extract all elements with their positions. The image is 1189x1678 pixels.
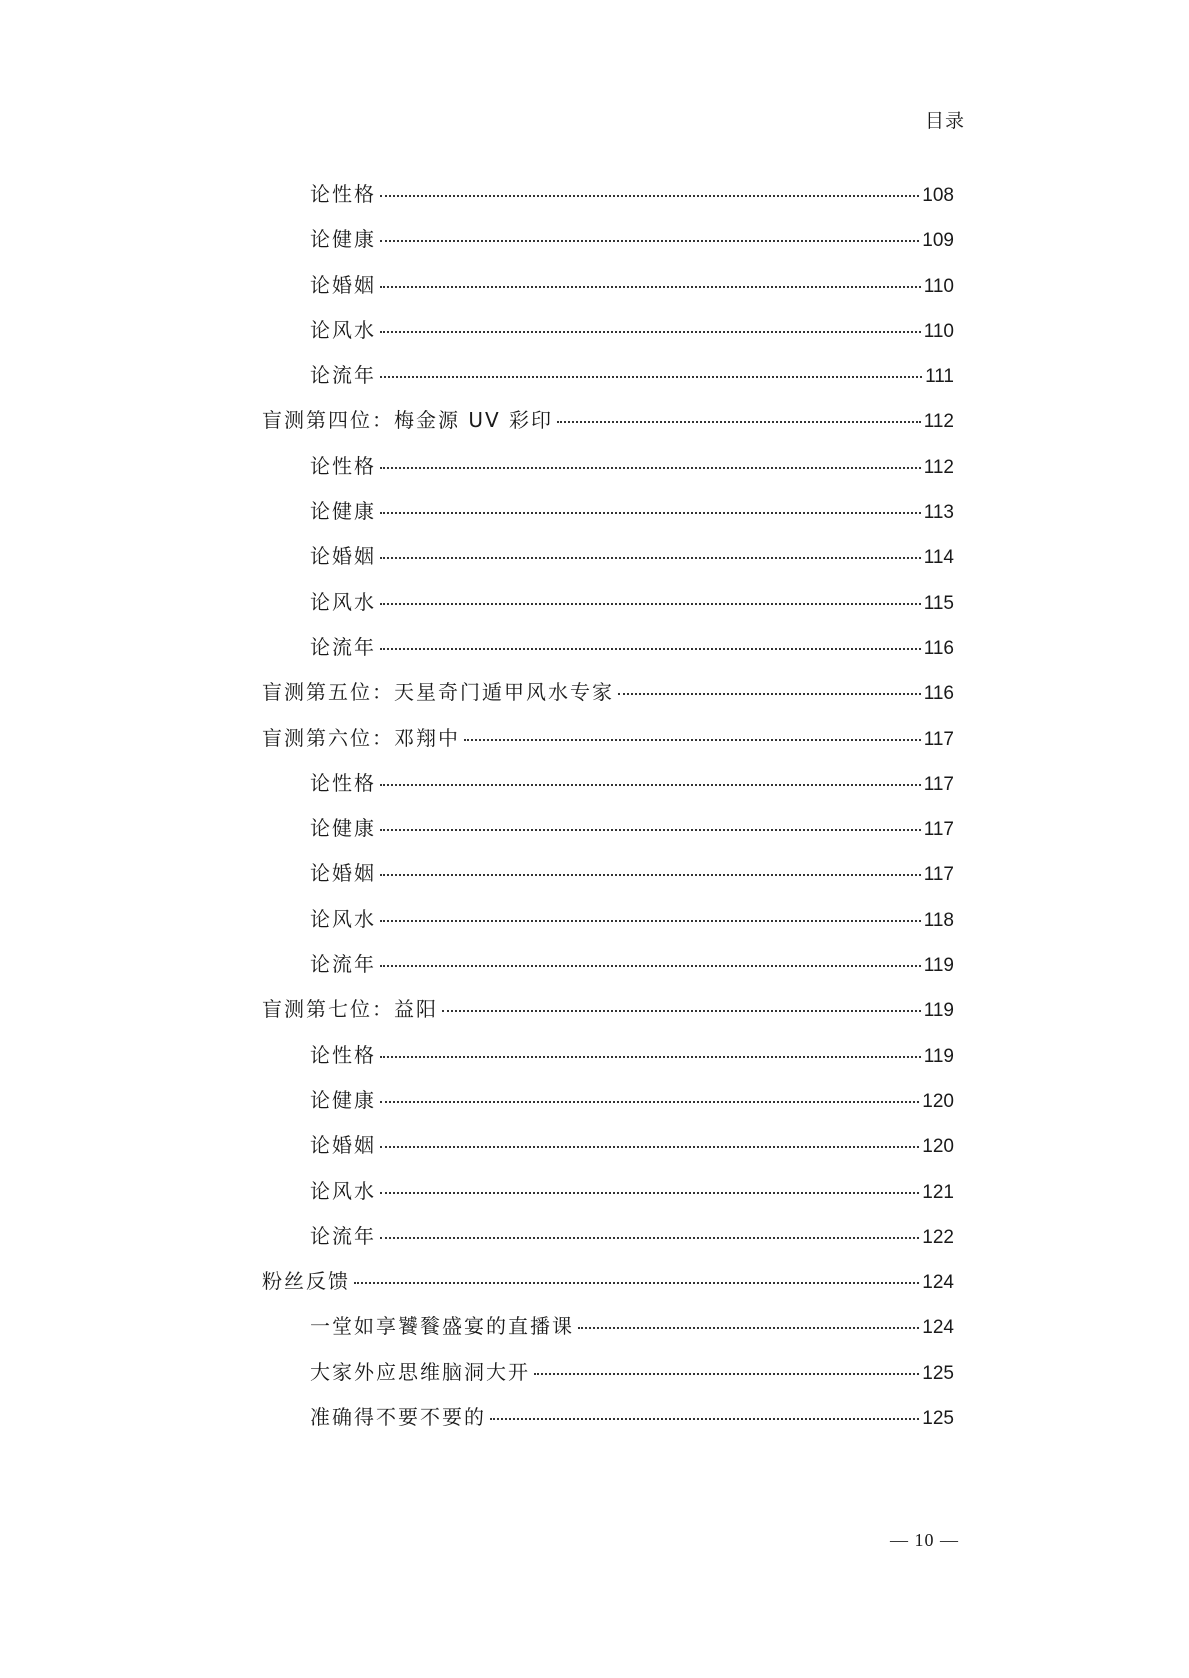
dot-leader xyxy=(380,557,921,559)
toc-entry[interactable] xyxy=(262,404,954,449)
toc-entry-title: 盲测第五位：天星奇门遁甲风水专家 xyxy=(262,680,614,705)
toc-entry[interactable] xyxy=(262,993,954,1038)
toc-entry[interactable] xyxy=(262,1265,954,1310)
toc-entry-title: 论流年 xyxy=(310,363,376,388)
toc-entry-page-number: 117 xyxy=(923,864,954,886)
toc-entry-page-number: 116 xyxy=(923,637,954,659)
toc-entry[interactable] xyxy=(262,857,954,902)
toc-entry-title: 一堂如享饕餮盛宴的直播课 xyxy=(310,1314,574,1339)
dot-leader xyxy=(464,739,921,741)
toc-entry-title: 准确得不要不要的 xyxy=(310,1405,486,1430)
toc-entry[interactable] xyxy=(262,1310,954,1355)
toc-entry-page-number: 116 xyxy=(923,683,954,705)
toc-entry-title: 论婚姻 xyxy=(310,544,376,569)
toc-entry-page-number: 114 xyxy=(923,547,954,569)
toc-entry[interactable] xyxy=(262,1129,954,1174)
page-header-title: 目录 xyxy=(924,110,965,132)
toc-entry-title: 盲测第四位：梅金源 UV 彩印 xyxy=(262,408,554,433)
dot-leader xyxy=(618,693,921,695)
dot-leader xyxy=(380,648,921,650)
toc-entry[interactable] xyxy=(262,722,954,767)
toc-entry[interactable] xyxy=(262,1084,954,1129)
toc-entry-title: 论风水 xyxy=(310,589,376,614)
dot-leader xyxy=(380,603,921,605)
toc-entry[interactable] xyxy=(262,540,954,585)
toc-entry-title: 论健康 xyxy=(310,499,376,524)
toc-entry[interactable] xyxy=(262,223,954,268)
dot-leader xyxy=(380,331,921,333)
toc-entry-title: 论健康 xyxy=(310,816,376,841)
dot-leader xyxy=(380,920,921,922)
toc-entry-page-number: 108 xyxy=(922,185,954,206)
toc-entry[interactable] xyxy=(262,1401,954,1446)
toc-entry[interactable] xyxy=(262,1220,954,1265)
toc-entry[interactable] xyxy=(262,676,954,721)
dot-leader xyxy=(380,512,921,514)
toc-entry[interactable] xyxy=(262,1356,954,1401)
toc-entry-page-number: 112 xyxy=(923,411,954,433)
toc-entry-page-number: 110 xyxy=(923,320,954,342)
dot-leader xyxy=(380,1192,919,1194)
toc-entry[interactable] xyxy=(262,495,954,540)
toc-entry-page-number: 125 xyxy=(922,1362,954,1384)
toc-entry[interactable] xyxy=(262,812,954,857)
toc-entry-page-number: 117 xyxy=(923,819,954,841)
toc-entry[interactable] xyxy=(262,948,954,993)
toc-entry-page-number: 124 xyxy=(922,1272,954,1294)
dot-leader xyxy=(380,467,921,469)
toc-entry-title: 大家外应思维脑洞大开 xyxy=(310,1359,530,1384)
toc-entry-page-number: 110 xyxy=(923,275,954,297)
toc-entry[interactable] xyxy=(262,178,954,223)
toc-entry-title: 论流年 xyxy=(310,1223,376,1248)
toc-entry-title: 论性格 xyxy=(310,453,376,478)
dot-leader xyxy=(354,1282,919,1284)
dot-leader xyxy=(380,829,921,831)
dot-leader xyxy=(380,376,922,378)
dot-leader xyxy=(380,1146,919,1148)
dot-leader xyxy=(534,1373,919,1375)
dot-leader xyxy=(578,1327,919,1329)
toc-entry[interactable] xyxy=(262,269,954,314)
toc-entry-page-number: 120 xyxy=(922,1136,954,1158)
dot-leader xyxy=(380,240,919,242)
table-of-contents xyxy=(262,178,954,1446)
toc-entry-title: 论婚姻 xyxy=(310,272,376,297)
toc-entry-page-number: 119 xyxy=(923,1045,954,1067)
toc-entry[interactable] xyxy=(262,586,954,631)
toc-entry-title: 盲测第七位：益阳 xyxy=(262,997,438,1022)
dot-leader xyxy=(380,286,921,288)
dot-leader xyxy=(380,195,919,197)
toc-entry-title: 论风水 xyxy=(310,1178,376,1203)
dot-leader xyxy=(490,1418,919,1420)
toc-entry-title: 论流年 xyxy=(310,952,376,977)
toc-entry-title: 论婚姻 xyxy=(310,1133,376,1158)
toc-entry-page-number: 119 xyxy=(923,955,954,977)
toc-entry-title: 论婚姻 xyxy=(310,861,376,886)
toc-entry-title: 粉丝反馈 xyxy=(262,1269,350,1294)
toc-entry-title: 论健康 xyxy=(310,227,376,252)
toc-entry-page-number: 115 xyxy=(923,592,954,614)
toc-entry-page-number: 112 xyxy=(923,456,954,478)
toc-entry-title: 论性格 xyxy=(310,182,376,206)
toc-entry[interactable] xyxy=(262,767,954,812)
dot-leader xyxy=(380,1101,919,1103)
toc-entry-title: 论性格 xyxy=(310,770,376,795)
toc-entry[interactable] xyxy=(262,1175,954,1220)
toc-entry-title: 论健康 xyxy=(310,1087,376,1112)
dot-leader xyxy=(380,874,921,876)
toc-entry[interactable] xyxy=(262,1039,954,1084)
toc-entry[interactable] xyxy=(262,314,954,359)
toc-entry-page-number: 118 xyxy=(923,909,954,931)
toc-entry-page-number: 117 xyxy=(923,728,954,750)
toc-entry[interactable] xyxy=(262,631,954,676)
dot-leader xyxy=(557,421,921,423)
toc-entry-page-number: 113 xyxy=(923,502,954,524)
dot-leader xyxy=(380,784,921,786)
toc-entry-page-number: 124 xyxy=(922,1317,954,1339)
toc-entry[interactable] xyxy=(262,903,954,948)
toc-entry-title: 盲测第六位：邓翔中 xyxy=(262,725,460,750)
toc-entry-title: 论风水 xyxy=(310,317,376,342)
toc-entry-page-number: 121 xyxy=(922,1181,954,1203)
toc-entry-title: 论性格 xyxy=(310,1042,376,1067)
toc-entry-title: 论风水 xyxy=(310,906,376,931)
toc-entry-page-number: 120 xyxy=(922,1090,954,1112)
page-number: — 10 — xyxy=(890,1530,959,1550)
toc-entry-page-number: 109 xyxy=(922,230,954,252)
toc-entry-page-number: 111 xyxy=(925,366,954,388)
toc-entry-page-number: 125 xyxy=(922,1408,954,1430)
dot-leader xyxy=(380,1237,919,1239)
dot-leader xyxy=(380,1056,921,1058)
toc-entry-page-number: 122 xyxy=(922,1226,954,1248)
toc-entry-page-number: 117 xyxy=(923,773,954,795)
toc-entry[interactable] xyxy=(262,450,954,495)
dot-leader xyxy=(380,965,921,967)
toc-entry[interactable] xyxy=(262,359,954,404)
dot-leader xyxy=(442,1010,921,1012)
toc-entry-page-number: 119 xyxy=(923,1000,954,1022)
toc-entry-title: 论流年 xyxy=(310,634,376,659)
